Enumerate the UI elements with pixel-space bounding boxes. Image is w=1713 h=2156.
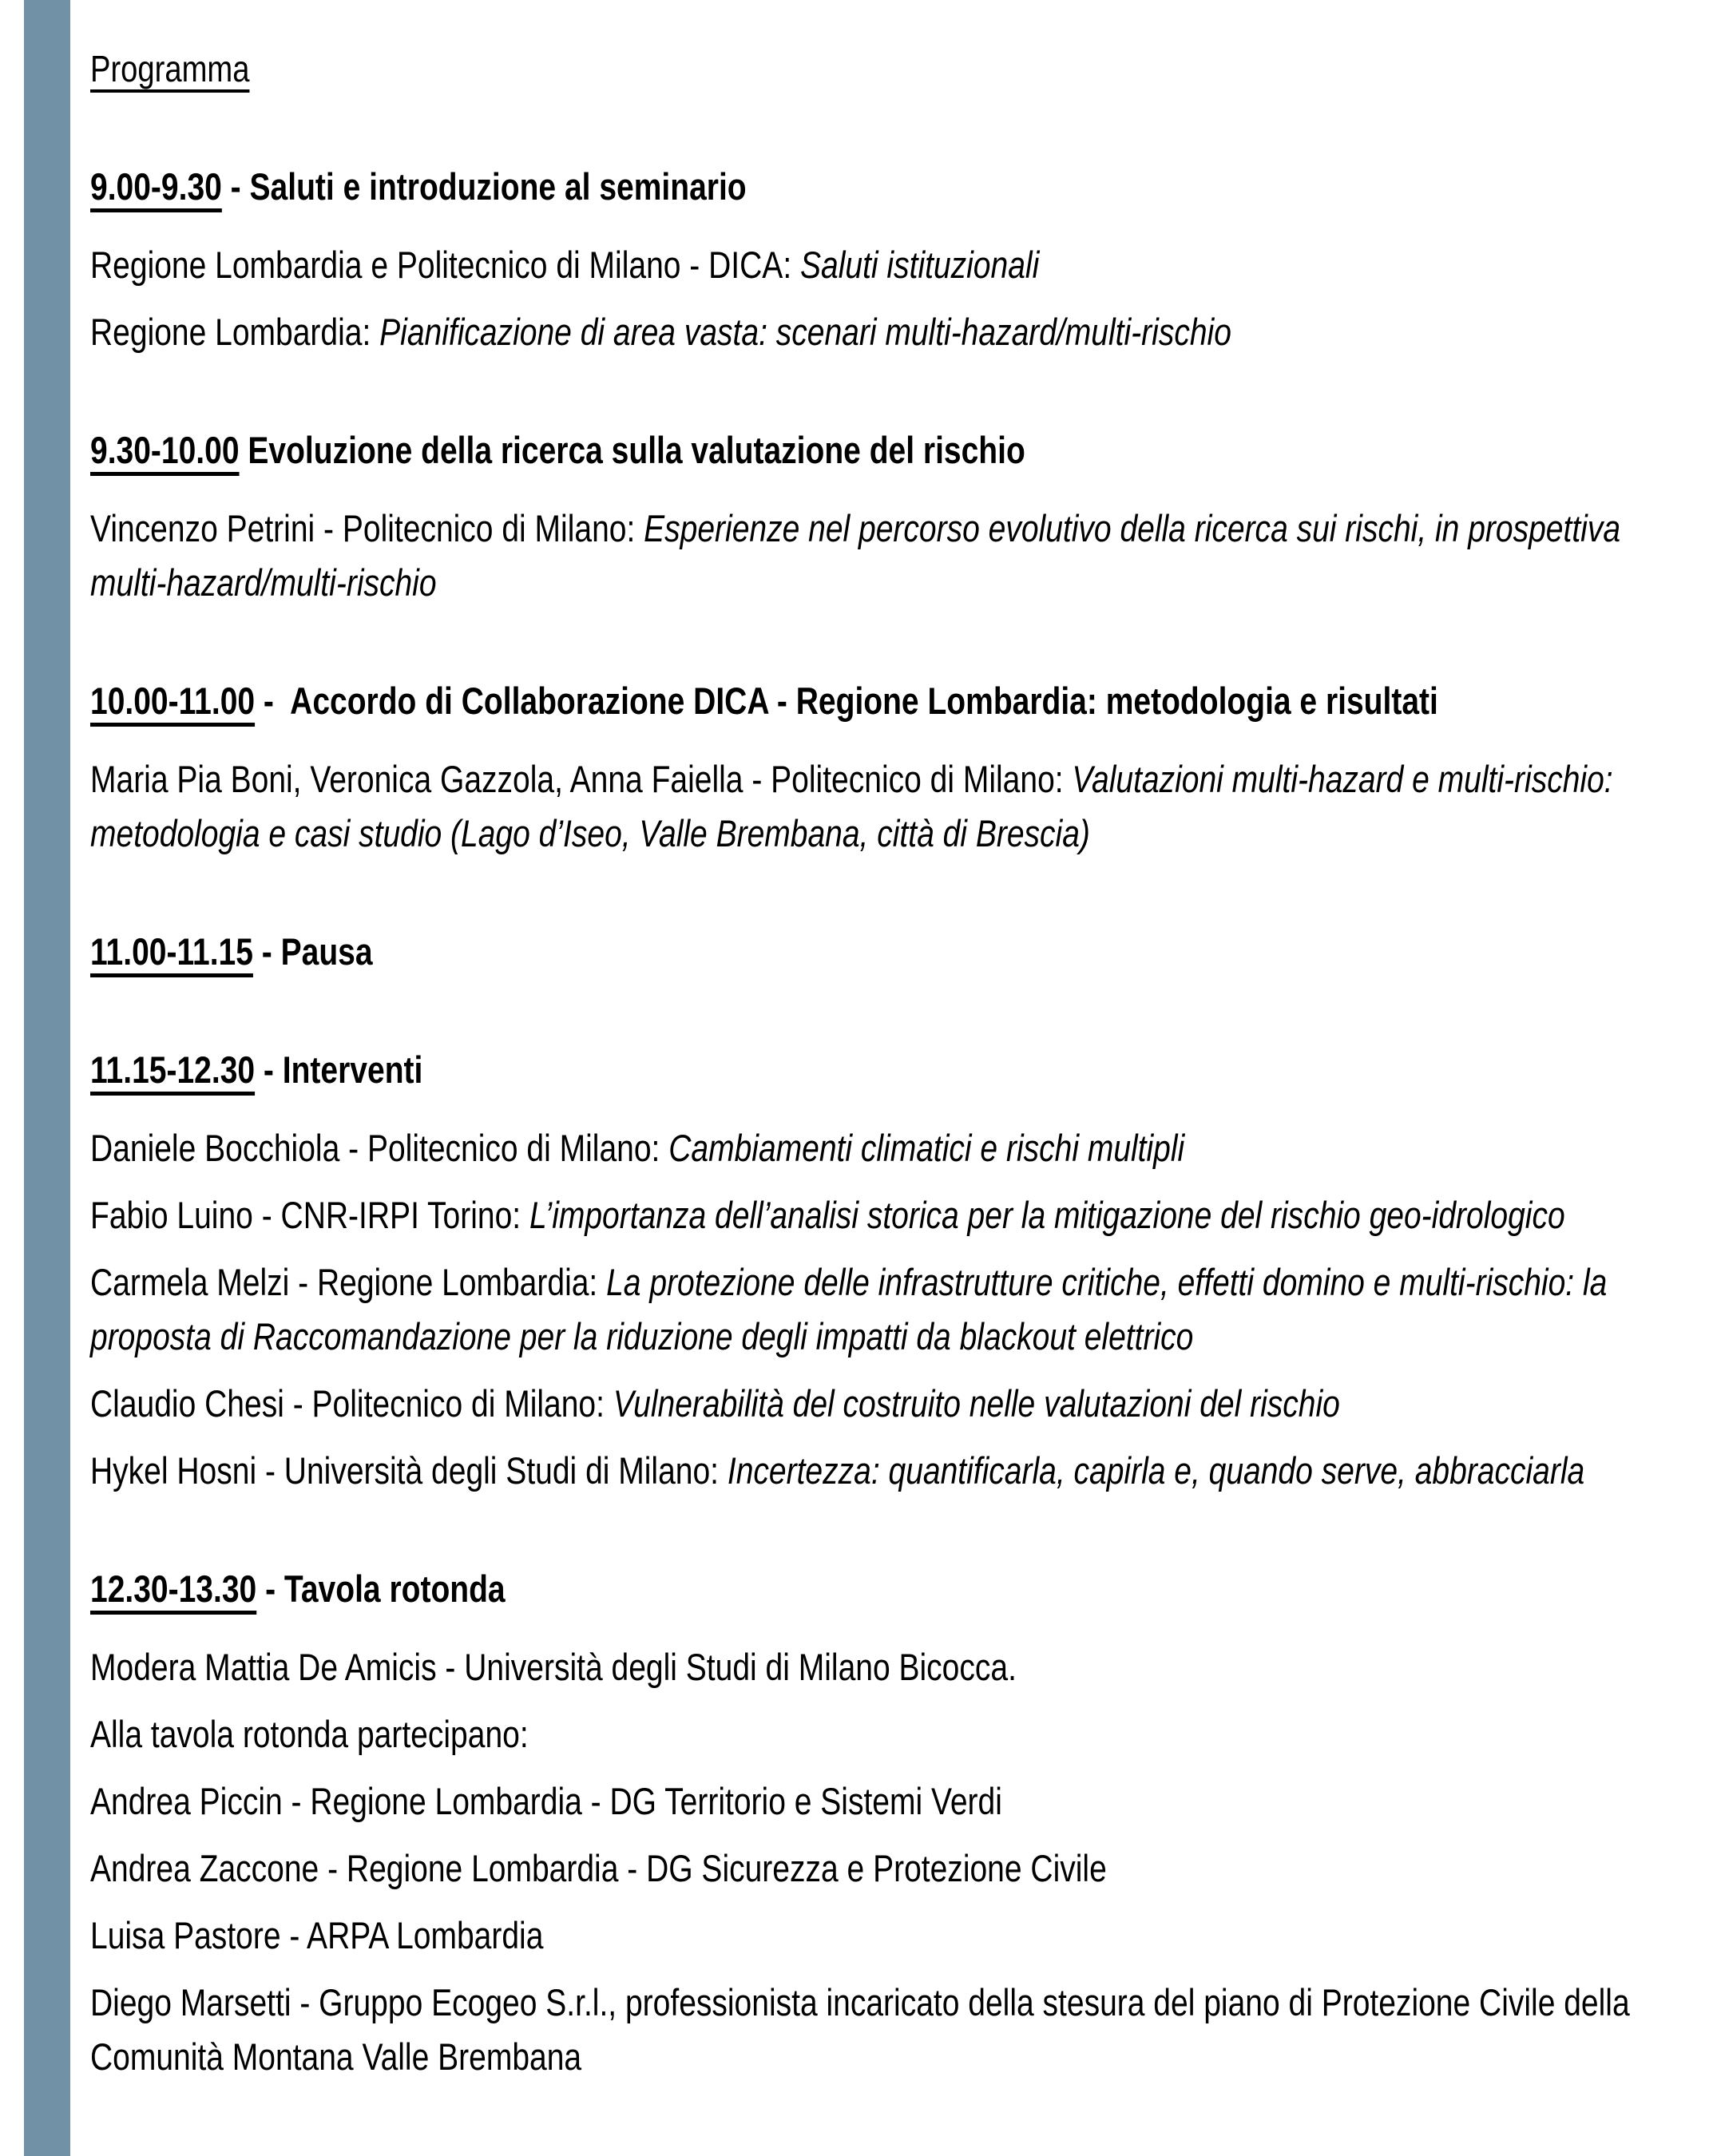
program-item [90, 1444, 1675, 1498]
speaker-affiliation: Daniele Bocchiola - Politecnico di Milano: [90, 1127, 669, 1169]
speaker-affiliation: Claudio Chesi - Politecnico di Milano: [90, 1382, 613, 1425]
section-heading [90, 423, 1675, 478]
left-accent-bar [24, 0, 70, 2156]
speaker-affiliation: Diego Marsetti - Gruppo Ecogeo S.r.l., professionista incaricato della stesura del piano di Protezione Civile della Comunità Montana Valle Brembana [90, 1981, 1639, 2078]
program-item [90, 1976, 1675, 2084]
program-item [90, 1377, 1675, 1431]
talk-title: Saluti istituzionali [800, 244, 1040, 286]
speaker-affiliation: Modera Mattia De Amicis - Università degli Studi di Milano Bicocca. [90, 1646, 1017, 1688]
program-item [90, 305, 1675, 359]
speaker-affiliation: Andrea Zaccone - Regione Lombardia - DG Sicurezza e Protezione Civile [90, 1847, 1107, 1889]
speaker-affiliation: Luisa Pastore - ARPA Lombardia [90, 1914, 544, 1956]
program-item [90, 238, 1675, 292]
section-heading [90, 1043, 1675, 1097]
section-heading [90, 1562, 1675, 1616]
section-title: Evoluzione della ricerca sulla valutazione del rischio [248, 429, 1025, 471]
section-separator: - [255, 1048, 283, 1091]
program-sections [90, 160, 1675, 2084]
speaker-affiliation: Fabio Luino - CNR-IRPI Torino: [90, 1194, 529, 1236]
section-heading [90, 925, 1675, 979]
speaker-affiliation: Carmela Melzi - Regione Lombardia: [90, 1261, 607, 1303]
section-title: Interventi [282, 1048, 423, 1091]
talk-title: L’importanza dell’analisi storica per la mitigazione del rischio geo-idrologico [529, 1194, 1565, 1236]
speaker-affiliation: Regione Lombardia e Politecnico di Milano - DICA: [90, 244, 801, 286]
talk-title: Pianificazione di area vasta: scenari multi-hazard/multi-rischio [379, 311, 1231, 353]
section-time: 9.00-9.30 [90, 165, 222, 208]
speaker-affiliation: Andrea Piccin - Regione Lombardia - DG Territorio e Sistemi Verdi [90, 1780, 1002, 1822]
document-content [90, 42, 1675, 2097]
speaker-affiliation: Hykel Hosni - Università degli Studi di Milano: [90, 1449, 728, 1492]
talk-title: Vulnerabilità del costruito nelle valutazioni del rischio [613, 1382, 1340, 1425]
talk-title: Esperienze nel percorso evolutivo della ricerca sui rischi, in prospettiva multi-hazard/multi-rischio [90, 507, 1629, 604]
program-item [90, 1640, 1675, 1694]
page-title [90, 42, 1675, 96]
section-separator: - [255, 680, 291, 722]
talk-title: Incertezza: quantificarla, capirla e, quando serve, abbracciarla [727, 1449, 1585, 1492]
section-time: 10.00-11.00 [90, 680, 256, 722]
section-separator [240, 429, 248, 471]
speaker-affiliation: Vincenzo Petrini - Politecnico di Milano: [90, 507, 644, 549]
section-title: Accordo di Collaborazione DICA - Regione Lombardia: metodologia e risultati [290, 680, 1438, 722]
program-item [90, 1841, 1675, 1896]
program-item [90, 1774, 1675, 1829]
program-item [90, 501, 1675, 610]
section-separator: - [252, 930, 281, 973]
section-separator: - [256, 1567, 284, 1610]
section-title: Saluti e introduzione al seminario [249, 165, 747, 208]
section-time: 11.00-11.15 [90, 930, 253, 973]
program-item [90, 1188, 1675, 1242]
program-item [90, 1121, 1675, 1175]
section-heading [90, 160, 1675, 214]
section-heading [90, 674, 1675, 728]
section-time: 11.15-12.30 [90, 1048, 256, 1091]
section-title: Tavola rotonda [284, 1567, 506, 1610]
section-time: 9.30-10.00 [90, 429, 240, 471]
program-item [90, 752, 1675, 861]
speaker-affiliation: Alla tavola rotonda partecipano: [90, 1713, 529, 1755]
talk-title: La protezione delle infrastrutture critiche, effetti domino e multi-rischio: la proposta di Raccomandazione per la riduzione degli impatti da blackout elettrico [90, 1261, 1616, 1357]
page-title-text: Programma [90, 48, 250, 89]
program-item [90, 1908, 1675, 1963]
speaker-affiliation: Regione Lombardia: [90, 311, 380, 353]
talk-title: Valutazioni multi-hazard e multi-rischio: metodologia e casi studio (Lago d’Iseo, Valle Brembana, città di Brescia) [90, 758, 1622, 854]
speaker-affiliation: Maria Pia Boni, Veronica Gazzola, Anna Faiella - Politecnico di Milano: [90, 758, 1073, 800]
program-item [90, 1707, 1675, 1762]
section-separator: - [221, 165, 250, 208]
talk-title: Cambiamenti climatici e rischi multipli [668, 1127, 1185, 1169]
section-title: Pausa [280, 930, 373, 973]
section-time: 12.30-13.30 [90, 1567, 257, 1610]
program-item [90, 1255, 1675, 1364]
